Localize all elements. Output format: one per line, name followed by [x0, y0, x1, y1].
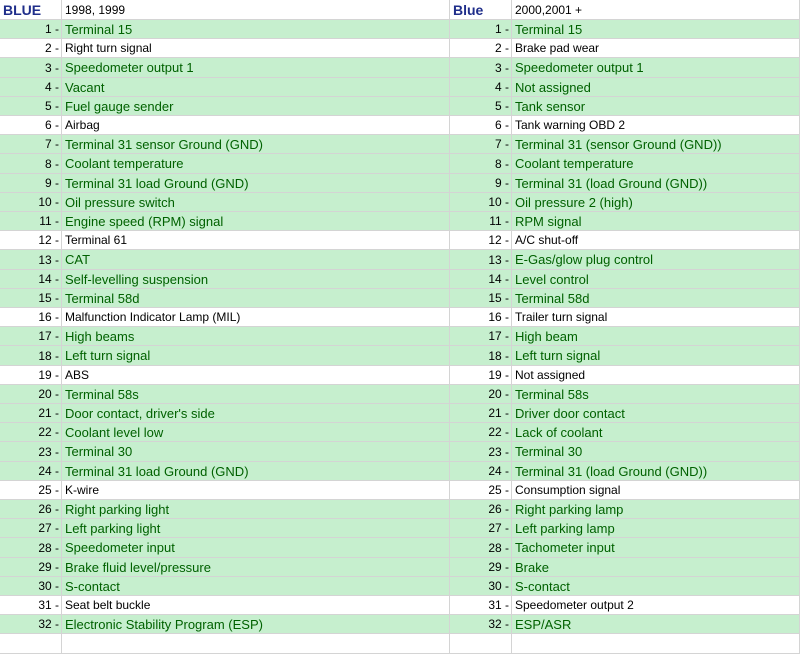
- pin-function-right[interactable]: Left parking lamp: [512, 519, 800, 538]
- pin-function-right[interactable]: Terminal 58s: [512, 385, 800, 404]
- table-row: [0, 97, 800, 116]
- pin-function-left[interactable]: Terminal 58s: [62, 385, 450, 404]
- pin-function-right[interactable]: Terminal 31 (sensor Ground (GND)): [512, 135, 800, 154]
- pin-function-left[interactable]: Right turn signal: [62, 39, 450, 58]
- pin-number-right[interactable]: 17 -: [450, 327, 512, 346]
- table-row: [0, 366, 800, 385]
- left-header-label[interactable]: BLUE: [0, 0, 62, 20]
- pin-number-right[interactable]: 26 -: [450, 500, 512, 519]
- pin-number-right[interactable]: 11 -: [450, 212, 512, 231]
- pin-function-right[interactable]: E-Gas/glow plug control: [512, 250, 800, 270]
- pin-number-left[interactable]: 8 -: [0, 154, 62, 174]
- pin-number-left[interactable]: 7 -: [0, 135, 62, 154]
- pin-number-right[interactable]: 6 -: [450, 116, 512, 135]
- pin-function-left[interactable]: Speedometer output 1: [62, 58, 450, 78]
- pin-number-left[interactable]: 22 -: [0, 423, 62, 442]
- table-row: [0, 270, 800, 289]
- table-row: [0, 577, 800, 596]
- pin-function-left[interactable]: Electronic Stability Program (ESP): [62, 615, 450, 634]
- pin-function-right[interactable]: Tank sensor: [512, 97, 800, 116]
- pin-number-right[interactable]: 23 -: [450, 442, 512, 462]
- pin-function-right[interactable]: Level control: [512, 270, 800, 289]
- table-row: [0, 519, 800, 538]
- pin-number-right[interactable]: 25 -: [450, 481, 512, 500]
- pin-function-left[interactable]: Seat belt buckle: [62, 596, 450, 615]
- pin-function-right[interactable]: Terminal 31 (load Ground (GND)): [512, 174, 800, 193]
- pin-function-left[interactable]: Self-levelling suspension: [62, 270, 450, 289]
- table-row: [0, 500, 800, 519]
- pin-number-left[interactable]: 27 -: [0, 519, 62, 538]
- pin-number-left[interactable]: 6 -: [0, 116, 62, 135]
- pin-function-right[interactable]: Brake: [512, 558, 800, 577]
- pin-number-left[interactable]: 15 -: [0, 289, 62, 308]
- empty-cell[interactable]: [62, 634, 450, 654]
- pin-number-right[interactable]: 16 -: [450, 308, 512, 327]
- pin-number-right[interactable]: 19 -: [450, 366, 512, 385]
- pin-number-right[interactable]: 1 -: [450, 20, 512, 39]
- pin-number-right[interactable]: 4 -: [450, 78, 512, 97]
- pin-number-left[interactable]: 30 -: [0, 577, 62, 596]
- pin-function-right[interactable]: Terminal 30: [512, 442, 800, 462]
- pin-number-left[interactable]: 29 -: [0, 558, 62, 577]
- pin-function-right[interactable]: Tank warning OBD 2: [512, 116, 800, 135]
- table-row: [0, 231, 800, 250]
- table-row: [0, 20, 800, 39]
- pin-number-right[interactable]: 28 -: [450, 538, 512, 558]
- pin-function-right[interactable]: Right parking lamp: [512, 500, 800, 519]
- pin-number-left[interactable]: 32 -: [0, 615, 62, 634]
- pin-number-left[interactable]: 12 -: [0, 231, 62, 250]
- pin-function-right[interactable]: Consumption signal: [512, 481, 800, 500]
- pin-number-right[interactable]: 14 -: [450, 270, 512, 289]
- header-row: [0, 0, 800, 20]
- pin-function-right[interactable]: Not assigned: [512, 78, 800, 97]
- pin-function-left[interactable]: Brake fluid level/pressure: [62, 558, 450, 577]
- pin-number-right[interactable]: 18 -: [450, 346, 512, 366]
- pin-number-left[interactable]: 2 -: [0, 39, 62, 58]
- pin-number-left[interactable]: 4 -: [0, 78, 62, 97]
- pin-number-right[interactable]: 10 -: [450, 193, 512, 212]
- empty-cell[interactable]: [512, 634, 800, 654]
- table-row: [0, 423, 800, 442]
- pin-function-left[interactable]: K-wire: [62, 481, 450, 500]
- pin-number-right[interactable]: 15 -: [450, 289, 512, 308]
- table-row: [0, 78, 800, 97]
- pin-number-right[interactable]: 9 -: [450, 174, 512, 193]
- table-row: [0, 193, 800, 212]
- pin-function-right[interactable]: Terminal 15: [512, 20, 800, 39]
- table-row: [0, 39, 800, 58]
- pin-function-right[interactable]: Coolant temperature: [512, 154, 800, 174]
- pin-function-left[interactable]: Oil pressure switch: [62, 193, 450, 212]
- pin-function-left[interactable]: Vacant: [62, 78, 450, 97]
- pin-number-left[interactable]: 17 -: [0, 327, 62, 346]
- pin-number-right[interactable]: 24 -: [450, 462, 512, 481]
- pin-number-left[interactable]: 19 -: [0, 366, 62, 385]
- pin-function-right[interactable]: RPM signal: [512, 212, 800, 231]
- pin-function-left[interactable]: ABS: [62, 366, 450, 385]
- pin-number-left[interactable]: 13 -: [0, 250, 62, 270]
- table-row: [0, 558, 800, 577]
- pin-function-right[interactable]: Driver door contact: [512, 404, 800, 423]
- pin-number-right[interactable]: 7 -: [450, 135, 512, 154]
- pin-number-right[interactable]: 30 -: [450, 577, 512, 596]
- table-row: [0, 346, 800, 366]
- pin-number-right[interactable]: 22 -: [450, 423, 512, 442]
- pin-function-left[interactable]: Right parking light: [62, 500, 450, 519]
- pin-function-right[interactable]: Trailer turn signal: [512, 308, 800, 327]
- pin-function-right[interactable]: Oil pressure 2 (high): [512, 193, 800, 212]
- pin-number-left[interactable]: 20 -: [0, 385, 62, 404]
- pin-function-left[interactable]: Speedometer input: [62, 538, 450, 558]
- pin-number-left[interactable]: 11 -: [0, 212, 62, 231]
- pin-function-left[interactable]: S-contact: [62, 577, 450, 596]
- table-row: [0, 596, 800, 615]
- pin-number-left[interactable]: 18 -: [0, 346, 62, 366]
- pin-function-left[interactable]: Left parking light: [62, 519, 450, 538]
- pin-number-left[interactable]: 23 -: [0, 442, 62, 462]
- table-row: [0, 538, 800, 558]
- pin-number-left[interactable]: 26 -: [0, 500, 62, 519]
- pin-function-right[interactable]: Speedometer output 1: [512, 58, 800, 78]
- table-row: [0, 481, 800, 500]
- table-row: [0, 250, 800, 270]
- table-row: [0, 462, 800, 481]
- pin-function-right[interactable]: High beam: [512, 327, 800, 346]
- pin-number-right[interactable]: 3 -: [450, 58, 512, 78]
- pin-function-right[interactable]: Lack of coolant: [512, 423, 800, 442]
- pin-function-left[interactable]: Terminal 31 sensor Ground (GND): [62, 135, 450, 154]
- table-row: [0, 615, 800, 634]
- pin-function-right[interactable]: ESP/ASR: [512, 615, 800, 634]
- pin-function-left[interactable]: Terminal 31 load Ground (GND): [62, 174, 450, 193]
- pin-function-right[interactable]: Left turn signal: [512, 346, 800, 366]
- right-header-years[interactable]: 2000,2001 +: [512, 0, 800, 20]
- pin-function-left[interactable]: CAT: [62, 250, 450, 270]
- pin-function-left[interactable]: Terminal 15: [62, 20, 450, 39]
- pin-number-right[interactable]: 21 -: [450, 404, 512, 423]
- right-header-label[interactable]: Blue: [450, 0, 512, 20]
- pin-function-right[interactable]: Brake pad wear: [512, 39, 800, 58]
- pin-function-left[interactable]: Door contact, driver's side: [62, 404, 450, 423]
- pin-number-left[interactable]: 3 -: [0, 58, 62, 78]
- empty-cell[interactable]: [450, 634, 512, 654]
- pin-number-right[interactable]: 12 -: [450, 231, 512, 250]
- pin-number-left[interactable]: 1 -: [0, 20, 62, 39]
- table-row: [0, 327, 800, 346]
- pin-function-left[interactable]: Malfunction Indicator Lamp (MIL): [62, 308, 450, 327]
- empty-trailing-row: [0, 634, 800, 654]
- pin-number-right[interactable]: 31 -: [450, 596, 512, 615]
- pin-function-right[interactable]: S-contact: [512, 577, 800, 596]
- pin-function-right[interactable]: Tachometer input: [512, 538, 800, 558]
- pin-number-left[interactable]: 31 -: [0, 596, 62, 615]
- pin-function-left[interactable]: High beams: [62, 327, 450, 346]
- pin-number-left[interactable]: 21 -: [0, 404, 62, 423]
- empty-cell[interactable]: [0, 634, 62, 654]
- pin-number-right[interactable]: 20 -: [450, 385, 512, 404]
- table-row: [0, 308, 800, 327]
- pin-number-right[interactable]: 29 -: [450, 558, 512, 577]
- pin-number-right[interactable]: 8 -: [450, 154, 512, 174]
- pin-function-left[interactable]: Terminal 30: [62, 442, 450, 462]
- table-row: [0, 174, 800, 193]
- table-row: [0, 135, 800, 154]
- table-row: [0, 442, 800, 462]
- pin-function-left[interactable]: Terminal 58d: [62, 289, 450, 308]
- pin-number-left[interactable]: 5 -: [0, 97, 62, 116]
- pin-function-right[interactable]: A/C shut-off: [512, 231, 800, 250]
- pin-function-right[interactable]: Speedometer output 2: [512, 596, 800, 615]
- pin-number-left[interactable]: 9 -: [0, 174, 62, 193]
- pin-function-left[interactable]: Coolant temperature: [62, 154, 450, 174]
- table-row: [0, 58, 800, 78]
- pin-number-left[interactable]: 10 -: [0, 193, 62, 212]
- pin-number-right[interactable]: 32 -: [450, 615, 512, 634]
- pin-function-left[interactable]: Fuel gauge sender: [62, 97, 450, 116]
- pin-number-left[interactable]: 28 -: [0, 538, 62, 558]
- pin-number-left[interactable]: 24 -: [0, 462, 62, 481]
- table-row: [0, 116, 800, 135]
- pin-number-right[interactable]: 13 -: [450, 250, 512, 270]
- pin-function-right[interactable]: Terminal 31 (load Ground (GND)): [512, 462, 800, 481]
- pin-function-left[interactable]: Engine speed (RPM) signal: [62, 212, 450, 231]
- pin-number-left[interactable]: 25 -: [0, 481, 62, 500]
- pin-function-right[interactable]: Terminal 58d: [512, 289, 800, 308]
- pin-number-right[interactable]: 27 -: [450, 519, 512, 538]
- pin-number-right[interactable]: 2 -: [450, 39, 512, 58]
- pin-function-left[interactable]: Left turn signal: [62, 346, 450, 366]
- pin-number-right[interactable]: 5 -: [450, 97, 512, 116]
- table-row: [0, 385, 800, 404]
- pin-number-left[interactable]: 14 -: [0, 270, 62, 289]
- pin-function-left[interactable]: Airbag: [62, 116, 450, 135]
- pin-function-right[interactable]: Not assigned: [512, 366, 800, 385]
- table-row: [0, 212, 800, 231]
- left-header-years[interactable]: 1998, 1999: [62, 0, 450, 20]
- pin-function-left[interactable]: Coolant level low: [62, 423, 450, 442]
- pin-function-left[interactable]: Terminal 61: [62, 231, 450, 250]
- pin-number-left[interactable]: 16 -: [0, 308, 62, 327]
- table-row: [0, 404, 800, 423]
- table-row: [0, 154, 800, 174]
- pin-function-left[interactable]: Terminal 31 load Ground (GND): [62, 462, 450, 481]
- table-row: [0, 289, 800, 308]
